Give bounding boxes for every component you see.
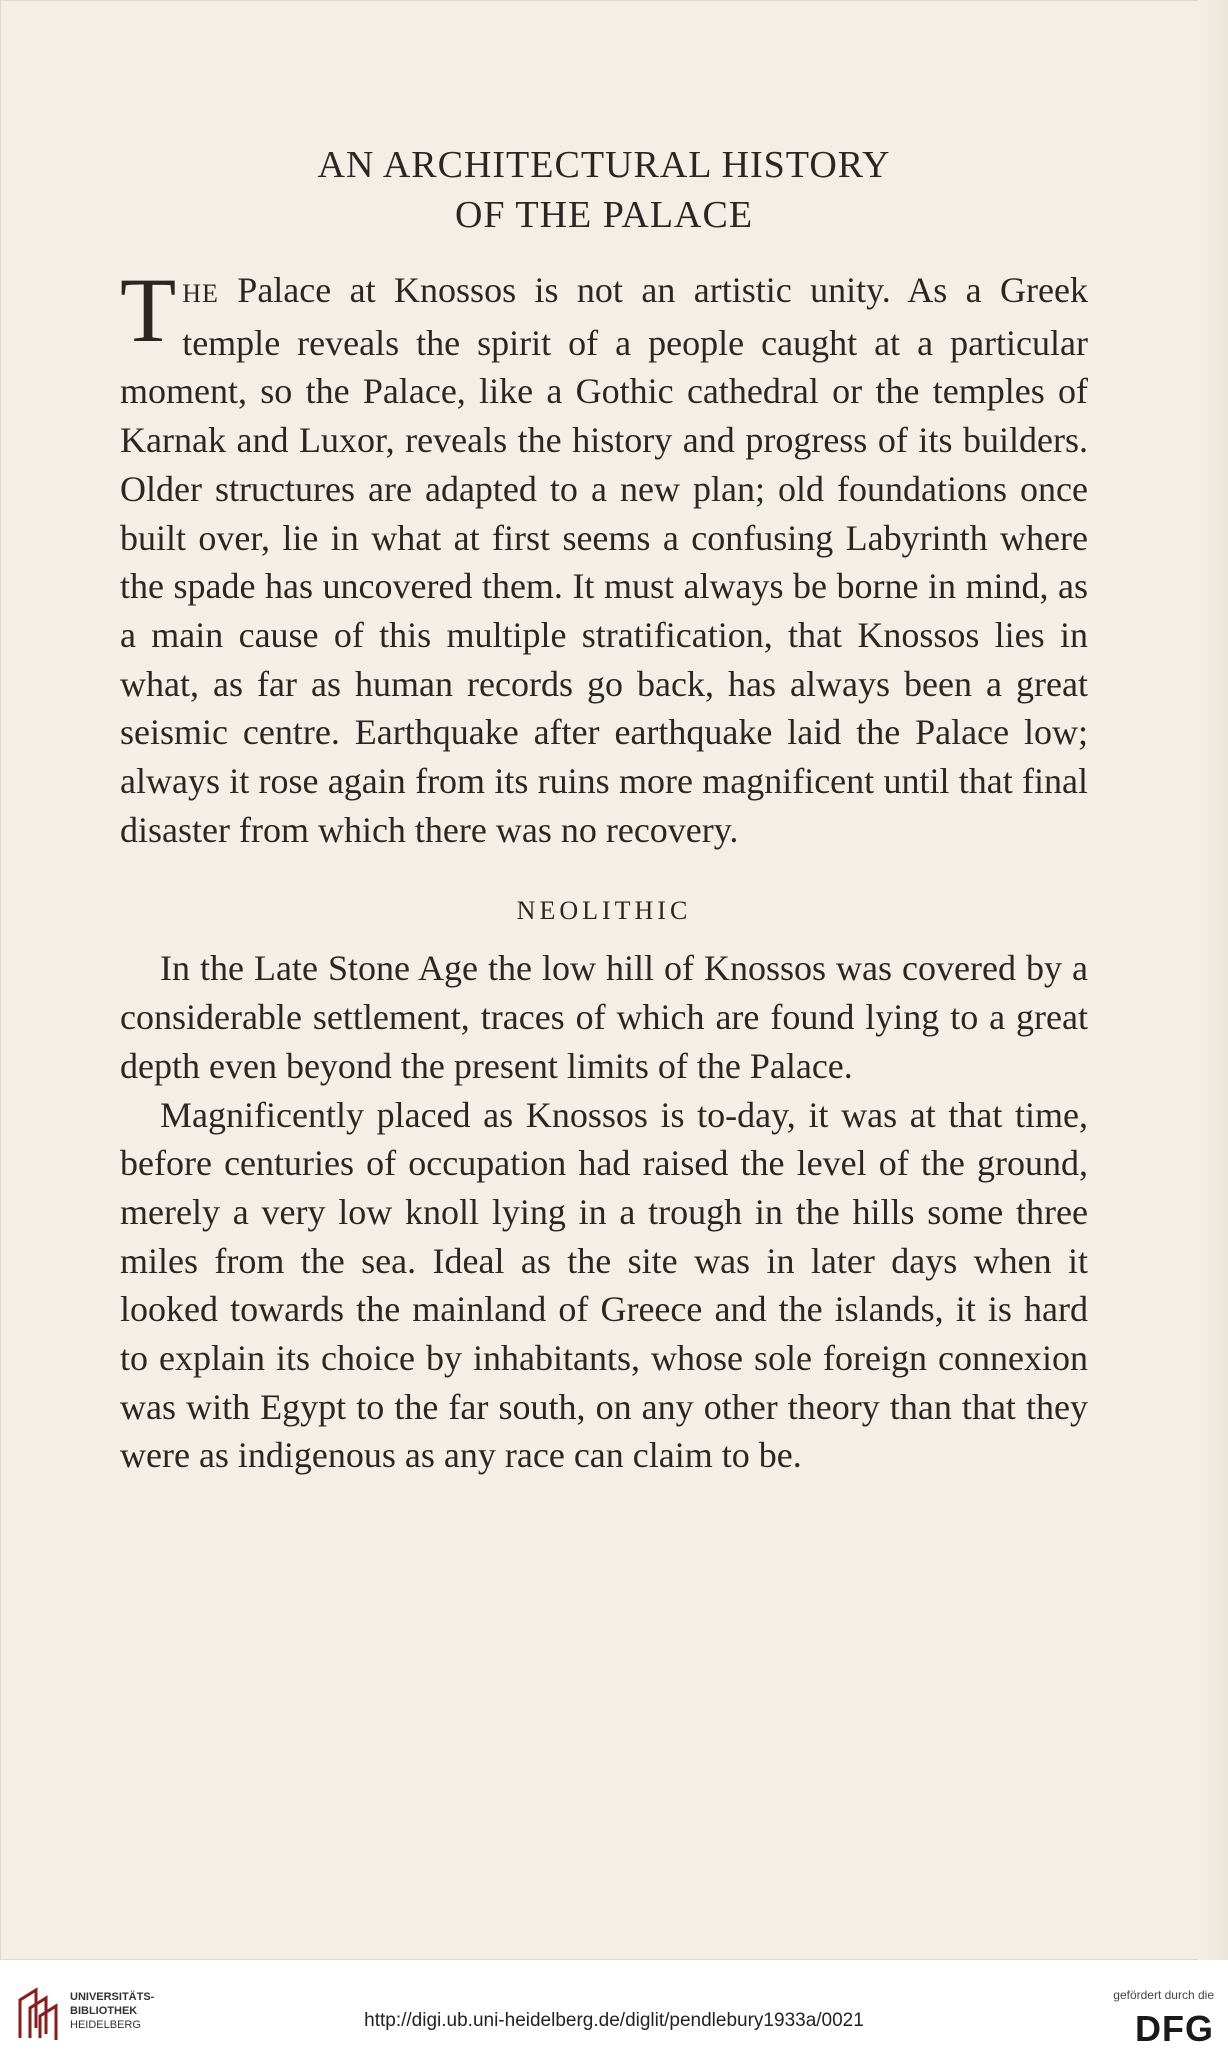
small-caps-lead: HE <box>182 279 219 308</box>
sponsor-label: gefördert durch die <box>1113 1988 1214 2002</box>
viewer-footer <box>0 1960 1228 2066</box>
page-edge-shadow <box>1198 0 1228 1960</box>
permalink-url[interactable]: http://digi.ub.uni-heidelberg.de/diglit/pendlebury1933a/0021 <box>364 2010 864 2031</box>
text-block <box>120 140 1088 1480</box>
chapter-title-line-2: OF THE PALACE <box>454 194 754 236</box>
library-name-line-1: UNIVERSITÄTS- <box>70 1991 155 2003</box>
library-name-line-3: HEIDELBERG <box>70 2019 141 2031</box>
paragraph-neolithic-1: In the Late Stone Age the low hill of Knossos was covered by a considerable settlement, traces of which are found lying to a great depth even beyond the present limits of the Palace. <box>120 948 1088 1086</box>
paragraph-intro-text: Palace at Knossos is not an artistic unity. As a Greek temple reveals the spirit of a people caught at a particular moment, so the Palace, like a Gothic cathedral or the temples of Karnak and Luxor, reveals the history and progress of its builders. Older structures are adapted to a new plan; old foundations once built over, lie in what at first seems a confusing Labyrinth where the spade has uncovered them. It must always be borne in mind, as a main cause of this multiple stratification, that Knossos lies in what, as far as human records go back, has always been a great seismic centre. Earthquake after earthquake laid the Palace low; always it rose again from its ruins more magnificent until that final disaster from which there was no recovery. <box>120 270 1088 850</box>
dfg-logo[interactable]: DFG <box>1135 2008 1214 2049</box>
drop-cap: T <box>120 259 177 361</box>
chapter-title <box>120 140 1088 240</box>
chapter-title-line-1: AN ARCHITECTURAL HISTORY <box>317 144 891 186</box>
paragraph-neolithic-2: Magnificently placed as Knossos is to-day, it was at that time, before centuries of occupation had raised the level of the ground, merely a very low knoll lying in a trough in the hills some three miles from the sea. Ideal as the site was in later days when it looked towards the mainland of Greece and the islands, it is hard to explain its choice by inhabitants, whose sole foreign connexion was with Egypt to the far south, on any other theory than that they were as indigenous as any race can claim to be. <box>120 1094 1088 1476</box>
section-heading: NEOLITHIC <box>516 896 692 926</box>
paragraph-intro <box>120 259 1088 854</box>
library-name-line-2: BIBLIOTHEK <box>70 2005 138 2017</box>
